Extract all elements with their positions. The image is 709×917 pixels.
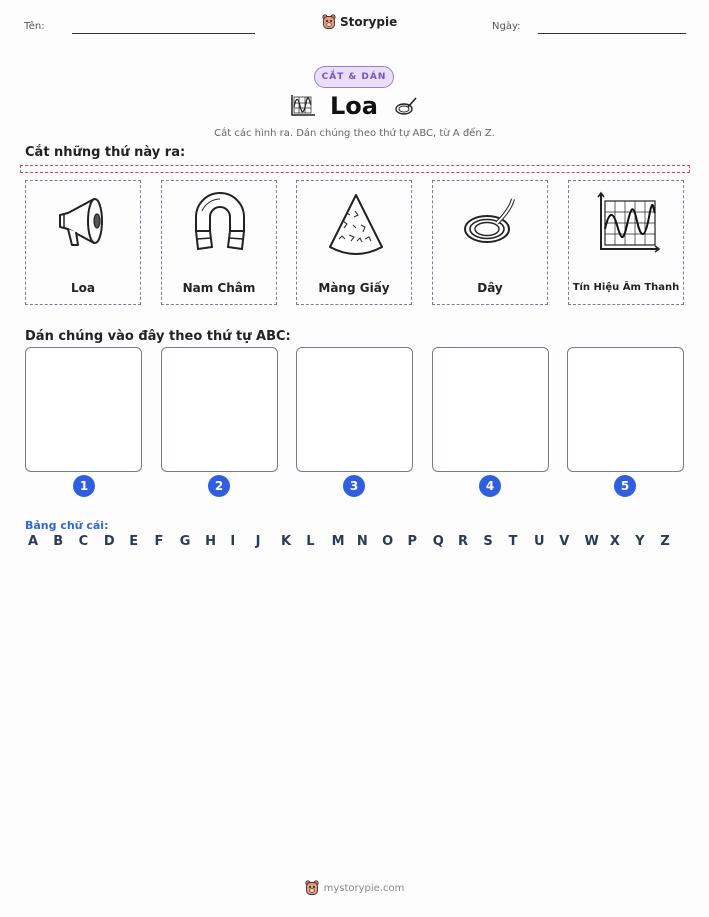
alphabet-letter: B <box>53 534 64 549</box>
paste-box-1[interactable] <box>25 347 142 472</box>
paste-box-4[interactable] <box>432 347 549 472</box>
alphabet-letter: C <box>78 534 89 549</box>
alphabet-letter: P <box>407 534 417 549</box>
alphabet-letter: X <box>609 534 620 549</box>
alphabet-letter: K <box>280 534 292 549</box>
page-title: Loa <box>330 92 378 120</box>
alphabet-heading: Bảng chữ cái: <box>25 519 109 532</box>
alphabet-letter: I <box>230 534 236 549</box>
alphabet-letter: J <box>255 534 261 549</box>
cut-card-label: Màng Giấy <box>318 281 390 295</box>
alphabet-row <box>28 534 686 549</box>
alphabet-letter: S <box>483 534 493 549</box>
activity-badge: CẮT & DÁN <box>314 66 394 88</box>
sound-graph-icon <box>289 93 317 119</box>
brand-logo <box>322 14 397 30</box>
alphabet-letter: O <box>382 534 394 549</box>
megaphone-icon <box>54 191 116 253</box>
alphabet-letter: G <box>179 534 191 549</box>
alphabet-letter: M <box>331 534 345 549</box>
number-badge-2: 2 <box>208 475 230 497</box>
wire-coil-icon <box>461 191 523 253</box>
sound-wave-graph-icon <box>597 191 661 255</box>
alphabet-letter: Q <box>432 534 444 549</box>
alphabet-letter: U <box>533 534 545 549</box>
alphabet-letter: W <box>584 534 599 549</box>
alphabet-letter: N <box>356 534 368 549</box>
alphabet-letter: R <box>458 534 469 549</box>
footer <box>0 880 709 896</box>
cut-card-loa[interactable] <box>25 180 141 305</box>
alphabet-letter: F <box>154 534 164 549</box>
paper-cone-icon <box>325 191 387 257</box>
number-badge-1: 1 <box>73 475 95 497</box>
alphabet-letter: Y <box>635 534 645 549</box>
name-label: Tên: <box>24 21 45 32</box>
date-label: Ngày: <box>492 21 521 32</box>
wire-icon <box>394 95 418 117</box>
alphabet-letter: V <box>559 534 570 549</box>
alphabet-letter: E <box>129 534 139 549</box>
cut-card-label: Dây <box>477 281 503 295</box>
number-badge-4: 4 <box>479 475 501 497</box>
cut-card-day[interactable] <box>432 180 548 305</box>
cut-card-tin-hieu-am-thanh[interactable] <box>568 180 684 305</box>
brand-name: Storypie <box>340 15 398 29</box>
alphabet-letter: A <box>28 534 39 549</box>
cut-card-label: Loa <box>71 281 95 295</box>
cut-card-nam-cham[interactable] <box>161 180 277 305</box>
paste-heading: Dán chúng vào đây theo thứ tự ABC: <box>25 329 291 344</box>
bear-logo-icon <box>305 880 319 896</box>
alphabet-letter: T <box>508 534 518 549</box>
cut-heading: Cắt những thứ này ra: <box>25 145 186 160</box>
footer-url[interactable]: mystorypie.com <box>323 882 405 894</box>
alphabet-letter: H <box>205 534 216 549</box>
number-badge-5: 5 <box>614 475 636 497</box>
paste-box-5[interactable] <box>567 347 684 472</box>
alphabet-letter: Z <box>660 534 670 549</box>
cut-line <box>20 165 690 173</box>
paste-box-3[interactable] <box>296 347 413 472</box>
paste-box-2[interactable] <box>161 347 278 472</box>
date-line[interactable] <box>538 33 686 34</box>
magnet-icon <box>190 191 252 257</box>
number-badge-3: 3 <box>343 475 365 497</box>
alphabet-letter: L <box>306 534 315 549</box>
cut-card-label: Tín Hiệu Âm Thanh <box>572 282 680 293</box>
cut-card-mang-giay[interactable] <box>296 180 412 305</box>
bear-logo-icon <box>322 14 336 30</box>
alphabet-letter: D <box>103 534 115 549</box>
name-line[interactable] <box>72 33 255 34</box>
instructions-subtitle: Cắt các hình ra. Dán chúng theo thứ tự ABC, từ A đến Z. <box>214 128 495 139</box>
cut-card-label: Nam Châm <box>182 281 256 295</box>
